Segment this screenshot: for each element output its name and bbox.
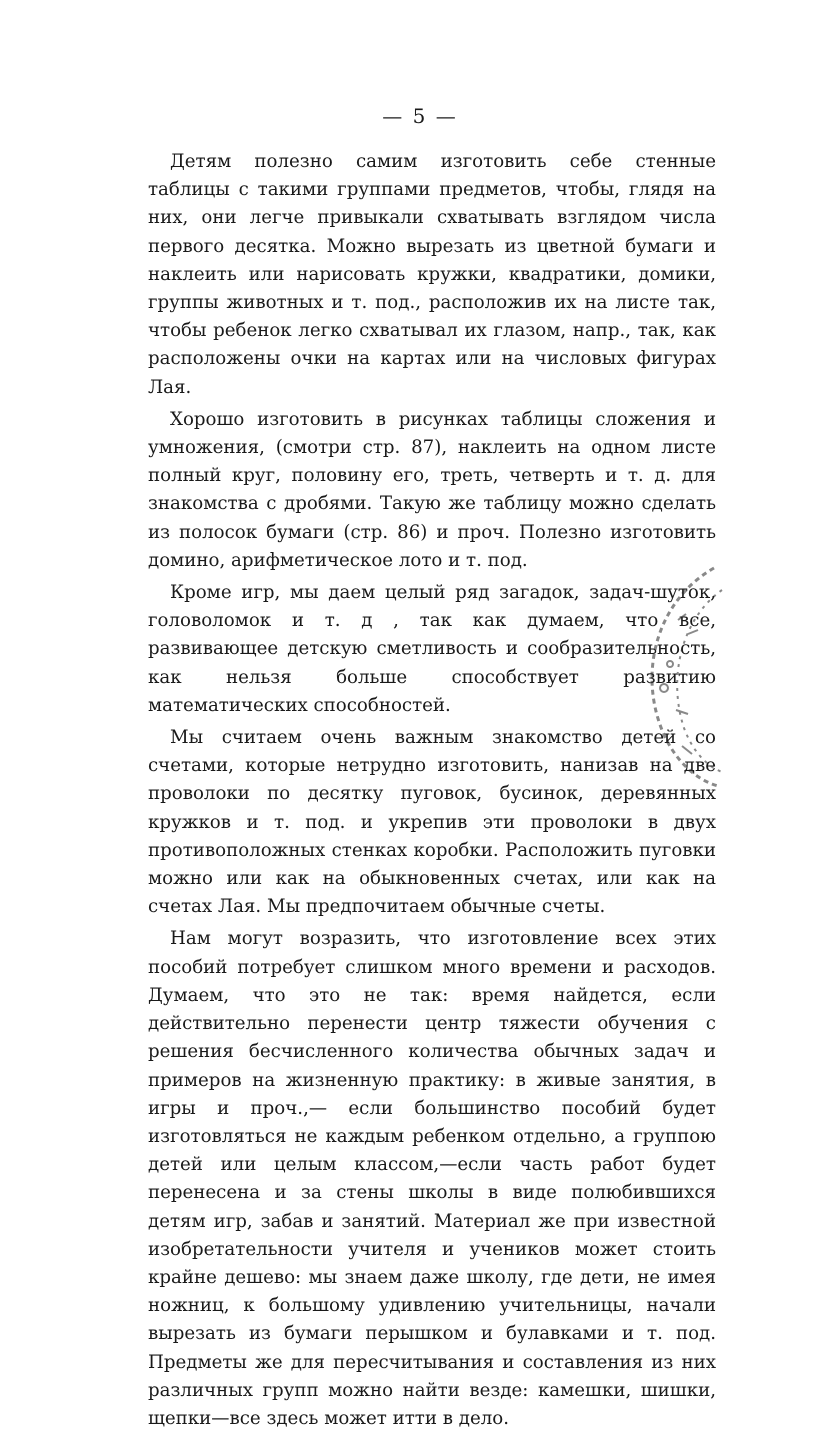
paragraph: Детям полезно самим изготовить себе стенные таблицы с такими группами предметов, чтобы, глядя на них, они легче привыкали схватывать взглядом числа первого десятка. Можно вырезать из цветной бумаги и наклеить или нарисовать кружки, квадратики, домики, группы животных и т. под., расположив их на листе так, чтобы ребенок легко схватывал их глазом, напр., так, как расположены очки на картах или на числовых фигурах Лая. xyxy=(148,151,716,398)
page-number: — 5 — xyxy=(382,104,458,128)
paragraph: Мы считаем очень важным знакомство детей со счетами, которые нетрудно изготовить, нанизав на две проволоки по десятку пуговок, бусинок, деревянных кружков и т. под. и укрепив эти проволоки в двух противоположных стенках коробки. Расположить пуговки можно или как на обыкновенных счетах, или как на счетах Лая. Мы предпочитаем обычные счеты. xyxy=(148,727,716,918)
paragraph: Хорошо изготовить в рисунках таблицы сложения и умножения, (смотри стр. 87), наклеить на одном листе полный круг, половину его, треть, четверть и т. д. для знакомства с дробями. Такую же таблицу можно сделать из полосок бумаги (стр. 86) и проч. Полезно изготовить домино, арифметическое лото и т. под. xyxy=(148,408,716,571)
body-text xyxy=(148,148,716,1433)
paragraph: Нам могут возразить, что изготовление всех этих пособий потребует слишком много времени и расходов. Думаем, что это не так: время найдется, если действительно перенести центр тяжести обучения с решения бесчисленного количества обычных задач и примеров на жизненную практику: в живые занятия, в игры и проч.,— если большинство пособий будет изготовляться не каждым ребенком отдельно, а группою детей или целым классом,—если часть работ будет перенесена и за стены школы в виде полюбившихся детям игр, забав и занятий. Материал же при известной изобретательности учителя и учеников может стоить крайне дешево: мы знаем даже школу, где дети, не имея ножниц, к большому удивлению учительницы, начали вырезать из бумаги перышком и булавками и т. под. Предметы же для пересчитывания и составления из них различных групп можно найти везде: камешки, шишки, щепки—все здесь может итти в дело. xyxy=(148,928,716,1429)
paragraph: Кроме игр, мы даем целый ряд загадок, задач-шуток, головоломок и т. д , так как думаем, что все, развивающее детскую сметливость и сообразительность, как нельзя больше способствует развитию математических способностей. xyxy=(148,582,716,716)
